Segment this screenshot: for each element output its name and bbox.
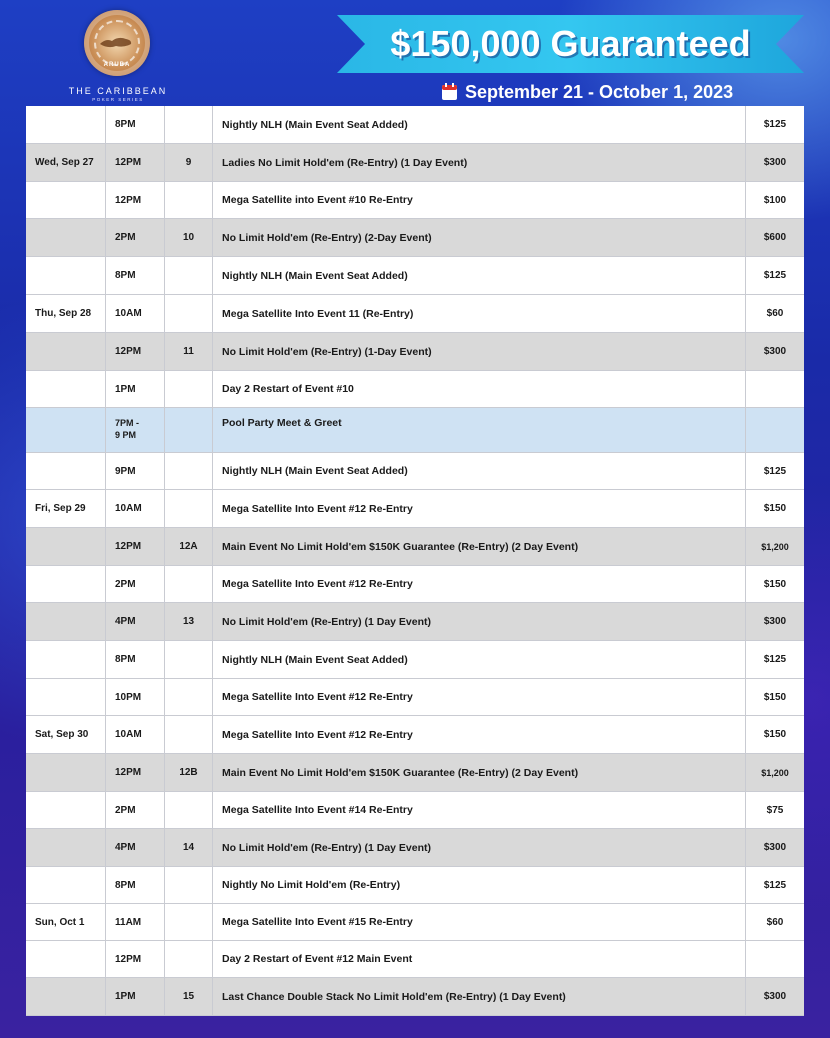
cell-event-name: Mega Satellite Into Event #14 Re-Entry	[213, 792, 746, 828]
schedule-row	[26, 716, 804, 754]
cell-event-name: No Limit Hold'em (Re-Entry) (1-Day Event)	[213, 333, 746, 370]
cell-time: 12PM	[106, 528, 165, 565]
cell-time: 1PM	[106, 371, 165, 407]
schedule-row	[26, 408, 804, 453]
cell-event-number	[165, 641, 213, 678]
cell-event-number	[165, 490, 213, 527]
cell-time: 8PM	[106, 106, 165, 143]
date-range-text: September 21 - October 1, 2023	[465, 82, 734, 102]
cell-event-name: No Limit Hold'em (Re-Entry) (1 Day Event)	[213, 829, 746, 866]
cell-event-number	[165, 867, 213, 903]
cell-date	[26, 941, 106, 977]
cell-time: 12PM	[106, 182, 165, 218]
cell-event-name: Ladies No Limit Hold'em (Re-Entry) (1 Day Event)	[213, 144, 746, 181]
cell-event-name: Mega Satellite Into Event #12 Re-Entry	[213, 716, 746, 753]
cell-event-name: Day 2 Restart of Event #10	[213, 371, 746, 407]
schedule-row	[26, 371, 804, 408]
schedule-row	[26, 144, 804, 182]
cell-event-name: Mega Satellite Into Event #12 Re-Entry	[213, 679, 746, 715]
cell-event-number	[165, 941, 213, 977]
cell-event-number: 12A	[165, 528, 213, 565]
cell-buyin: $150	[763, 578, 787, 590]
cell-event-number: 12B	[165, 754, 213, 791]
cell-buyin: $300	[763, 157, 787, 168]
cell-buyin: $125	[763, 879, 787, 891]
cell-date: Wed, Sep 27	[26, 144, 106, 181]
cell-date	[26, 603, 106, 640]
cell-event-number: 9	[165, 144, 213, 181]
schedule-row	[26, 453, 804, 490]
cell-event-name: Mega Satellite Into Event #15 Re-Entry	[213, 904, 746, 940]
schedule-row	[26, 219, 804, 257]
cell-event-number	[165, 295, 213, 332]
cell-date	[26, 333, 106, 370]
schedule-row	[26, 566, 804, 603]
cell-event-number	[165, 904, 213, 940]
cell-buyin: $150	[763, 729, 787, 740]
cell-event-number	[165, 792, 213, 828]
cell-event-name: Pool Party Meet & Greet	[213, 408, 746, 452]
cell-time: 4PM	[106, 603, 165, 640]
schedule-row	[26, 978, 804, 1016]
cell-time: 12PM	[106, 333, 165, 370]
schedule-row	[26, 829, 804, 867]
schedule-row	[26, 792, 804, 829]
calendar-icon	[442, 81, 457, 98]
cell-time: 8PM	[106, 641, 165, 678]
cell-date	[26, 679, 106, 715]
cell-time: 12PM	[106, 754, 165, 791]
cell-buyin: $600	[763, 232, 787, 243]
logo-name: THE CARIBBEAN	[68, 86, 168, 96]
cell-date	[26, 182, 106, 218]
cell-buyin: $300	[763, 346, 787, 357]
schedule-row	[26, 754, 804, 792]
schedule-row	[26, 528, 804, 566]
cell-event-number: 15	[165, 978, 213, 1015]
cell-time: 9PM	[106, 453, 165, 489]
cell-buyin	[746, 941, 804, 977]
cell-time: 10AM	[106, 295, 165, 332]
cell-date	[26, 754, 106, 791]
cell-event-name: Nightly NLH (Main Event Seat Added)	[213, 106, 746, 143]
page-title: $150,000 Guaranteed	[390, 23, 751, 64]
cell-date	[26, 829, 106, 866]
cell-date	[26, 408, 106, 452]
cell-time: 12PM	[106, 144, 165, 181]
cell-date	[26, 219, 106, 256]
cell-event-number	[165, 106, 213, 143]
cell-buyin: $300	[763, 616, 787, 627]
schedule-row	[26, 106, 804, 144]
cell-time: 12PM	[106, 941, 165, 977]
cell-event-number	[165, 182, 213, 218]
cell-buyin: $75	[766, 804, 784, 816]
schedule-row	[26, 333, 804, 371]
cell-event-name: Nightly NLH (Main Event Seat Added)	[213, 453, 746, 489]
caribbean-poker-series-logo	[58, 10, 178, 102]
cell-time: 2PM	[106, 792, 165, 828]
cell-event-name: Nightly No Limit Hold'em (Re-Entry)	[213, 867, 746, 903]
cell-date: Sun, Oct 1	[26, 904, 106, 940]
cell-buyin: $150	[763, 503, 787, 514]
cell-time: 1PM	[106, 978, 165, 1015]
cell-date	[26, 867, 106, 903]
cell-event-number: 10	[165, 219, 213, 256]
schedule-row	[26, 904, 804, 941]
cell-event-name: No Limit Hold'em (Re-Entry) (2-Day Event)	[213, 219, 746, 256]
cell-time: 10PM	[106, 679, 165, 715]
cell-date: Fri, Sep 29	[26, 490, 106, 527]
schedule-row	[26, 603, 804, 641]
cell-time: 10AM	[106, 490, 165, 527]
cell-event-name: Last Chance Double Stack No Limit Hold'em (Re-Entry) (1 Day Event)	[213, 978, 746, 1015]
schedule-row	[26, 295, 804, 333]
cell-date	[26, 641, 106, 678]
cell-date: Sat, Sep 30	[26, 716, 106, 753]
schedule-row	[26, 257, 804, 295]
cell-buyin: $100	[763, 194, 787, 206]
cell-event-number	[165, 257, 213, 294]
cell-date	[26, 566, 106, 602]
schedule-table	[26, 106, 804, 1016]
cell-buyin: $300	[763, 991, 787, 1002]
cell-date	[26, 453, 106, 489]
cell-event-name: No Limit Hold'em (Re-Entry) (1 Day Event)	[213, 603, 746, 640]
cell-event-name: Day 2 Restart of Event #12 Main Event	[213, 941, 746, 977]
cell-event-name: Mega Satellite Into Event #12 Re-Entry	[213, 490, 746, 527]
schedule-row	[26, 941, 804, 978]
schedule-row	[26, 867, 804, 904]
cell-buyin: $125	[763, 270, 787, 281]
cell-buyin: $125	[763, 654, 787, 665]
cell-event-name: Nightly NLH (Main Event Seat Added)	[213, 257, 746, 294]
island-map-icon	[98, 34, 134, 50]
cell-buyin: $60	[766, 308, 784, 319]
cell-date	[26, 106, 106, 143]
schedule-row	[26, 641, 804, 679]
cell-time: 8PM	[106, 867, 165, 903]
logo-badge-text: ARUBA	[103, 62, 131, 68]
cell-buyin: $1,200	[761, 767, 789, 778]
cell-date	[26, 792, 106, 828]
cell-buyin	[746, 371, 804, 407]
cell-event-name: Main Event No Limit Hold'em $150K Guarantee (Re-Entry) (2 Day Event)	[213, 528, 746, 565]
cell-time: 2PM	[106, 219, 165, 256]
cell-date	[26, 528, 106, 565]
cell-time: 11AM	[106, 904, 165, 940]
cell-time: 7PM - 9 PM	[106, 408, 165, 452]
cell-event-name: Main Event No Limit Hold'em $150K Guarantee (Re-Entry) (2 Day Event)	[213, 754, 746, 791]
schedule-row	[26, 182, 804, 219]
cell-buyin: $125	[763, 119, 787, 130]
cell-event-name: Nightly NLH (Main Event Seat Added)	[213, 641, 746, 678]
cell-buyin: $1,200	[761, 541, 789, 552]
cell-event-name: Mega Satellite Into Event 11 (Re-Entry)	[213, 295, 746, 332]
cell-date	[26, 371, 106, 407]
cell-buyin	[746, 408, 804, 452]
schedule-row	[26, 490, 804, 528]
cell-date	[26, 257, 106, 294]
cell-event-number	[165, 679, 213, 715]
cell-time: 10AM	[106, 716, 165, 753]
cell-event-name: Mega Satellite Into Event #12 Re-Entry	[213, 566, 746, 602]
schedule-row	[26, 679, 804, 716]
cell-buyin: $150	[763, 691, 787, 703]
cell-event-number: 11	[165, 333, 213, 370]
cell-event-number	[165, 371, 213, 407]
date-range	[442, 79, 733, 105]
cell-event-number	[165, 453, 213, 489]
cell-event-name: Mega Satellite into Event #10 Re-Entry	[213, 182, 746, 218]
cell-date	[26, 978, 106, 1015]
cell-event-number	[165, 716, 213, 753]
cell-event-number: 13	[165, 603, 213, 640]
cell-buyin: $125	[763, 465, 787, 477]
cell-time: 8PM	[106, 257, 165, 294]
cell-date: Thu, Sep 28	[26, 295, 106, 332]
cell-time: 2PM	[106, 566, 165, 602]
logo-subtitle: POKER SERIES	[92, 97, 144, 102]
cell-event-number	[165, 566, 213, 602]
cell-event-number: 14	[165, 829, 213, 866]
cell-buyin: $300	[763, 842, 787, 853]
cell-time: 4PM	[106, 829, 165, 866]
cell-buyin: $60	[766, 916, 784, 928]
cell-event-number	[165, 408, 213, 452]
